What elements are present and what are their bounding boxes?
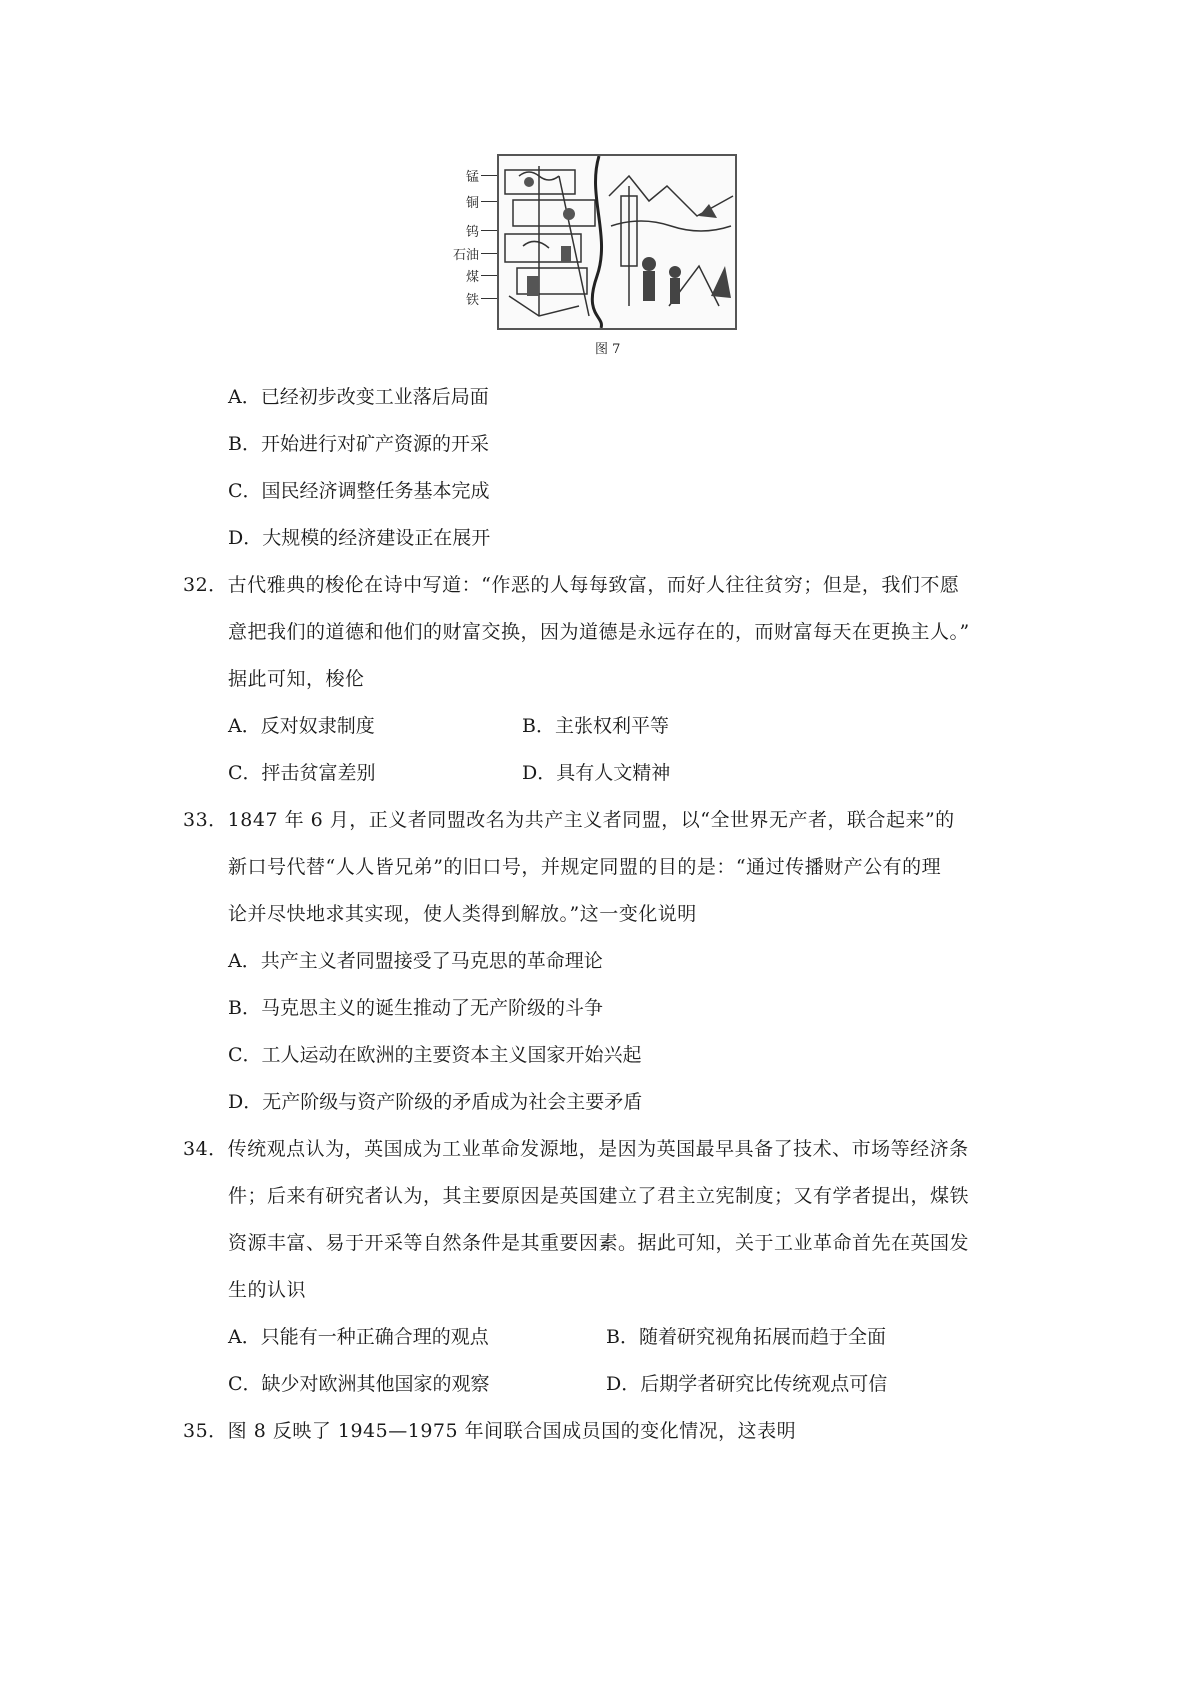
q32-stem-line: 据此可知，梭伦 bbox=[228, 668, 365, 690]
figure-7 bbox=[445, 148, 755, 360]
q34-option-b: B．随着研究视角拓展而趋于全面 bbox=[606, 1326, 886, 1348]
q33-option-c: C．工人运动在欧洲的主要资本主义国家开始兴起 bbox=[228, 1044, 642, 1066]
q33-stem-line: 33．1847 年 6 月，正义者同盟改名为共产主义者同盟，以“全世界无产者，联合起来”的 bbox=[183, 809, 955, 831]
figure-illustration bbox=[497, 154, 737, 330]
q33-option-b: B．马克思主义的诞生推动了无产阶级的斗争 bbox=[228, 997, 603, 1019]
q31-option-c: C．国民经济调整任务基本完成 bbox=[228, 480, 490, 502]
figure-caption: 图 7 bbox=[595, 342, 621, 357]
q33-option-a: A．共产主义者同盟接受了马克思的革命理论 bbox=[228, 950, 603, 972]
q32-stem-line: 32．古代雅典的梭伦在诗中写道：“作恶的人每每致富，而好人往往贫穷；但是，我们不愿 bbox=[183, 574, 960, 596]
figure-label: 铁 bbox=[465, 293, 479, 308]
q32-option-b: B．主张权利平等 bbox=[522, 715, 669, 737]
q34-option-c: C．缺少对欧洲其他国家的观察 bbox=[228, 1373, 490, 1395]
q34-stem-line: 34．传统观点认为，英国成为工业革命发源地，是因为英国最早具备了技术、市场等经济条 bbox=[183, 1138, 969, 1160]
q31-option-a: A．已经初步改变工业落后局面 bbox=[228, 386, 489, 408]
q32-option-d: D．具有人文精神 bbox=[522, 762, 671, 784]
q34-option-a: A．只能有一种正确合理的观点 bbox=[228, 1326, 489, 1348]
figure-label: 钨 bbox=[465, 225, 479, 240]
q32-stem-line: 意把我们的道德和他们的财富交换，因为道德是永远存在的，而财富每天在更换主人。” bbox=[228, 621, 970, 643]
q33-stem-line: 新口号代替“人人皆兄弟”的旧口号，并规定同盟的目的是：“通过传播财产公有的理 bbox=[228, 856, 942, 878]
illustration-sketch bbox=[499, 156, 735, 328]
q33-stem-line: 论并尽快地求其实现，使人类得到解放。”这一变化说明 bbox=[228, 903, 697, 925]
q35-stem-line: 35．图 8 反映了 1945—1975 年间联合国成员国的变化情况，这表明 bbox=[183, 1420, 797, 1442]
figure-label: 石油 bbox=[452, 248, 479, 263]
q34-stem-line: 资源丰富、易于开采等自然条件是其重要因素。据此可知，关于工业革命首先在英国发 bbox=[228, 1232, 970, 1254]
q34-option-d: D．后期学者研究比传统观点可信 bbox=[606, 1373, 888, 1395]
figure-label: 铜 bbox=[465, 196, 479, 211]
q31-option-b: B．开始进行对矿产资源的开采 bbox=[228, 433, 489, 455]
q32-option-c: C．抨击贫富差别 bbox=[228, 762, 376, 784]
q34-stem-line: 生的认识 bbox=[228, 1279, 307, 1301]
q33-option-d: D．无产阶级与资产阶级的矛盾成为社会主要矛盾 bbox=[228, 1091, 643, 1113]
figure-label: 锰 bbox=[465, 170, 479, 185]
figure-label: 煤 bbox=[465, 270, 479, 285]
q32-option-a: A．反对奴隶制度 bbox=[228, 715, 375, 737]
q31-option-d: D．大规模的经济建设正在展开 bbox=[228, 527, 491, 549]
q34-stem-line: 件；后来有研究者认为，其主要原因是英国建立了君主立宪制度；又有学者提出，煤铁 bbox=[228, 1185, 970, 1207]
